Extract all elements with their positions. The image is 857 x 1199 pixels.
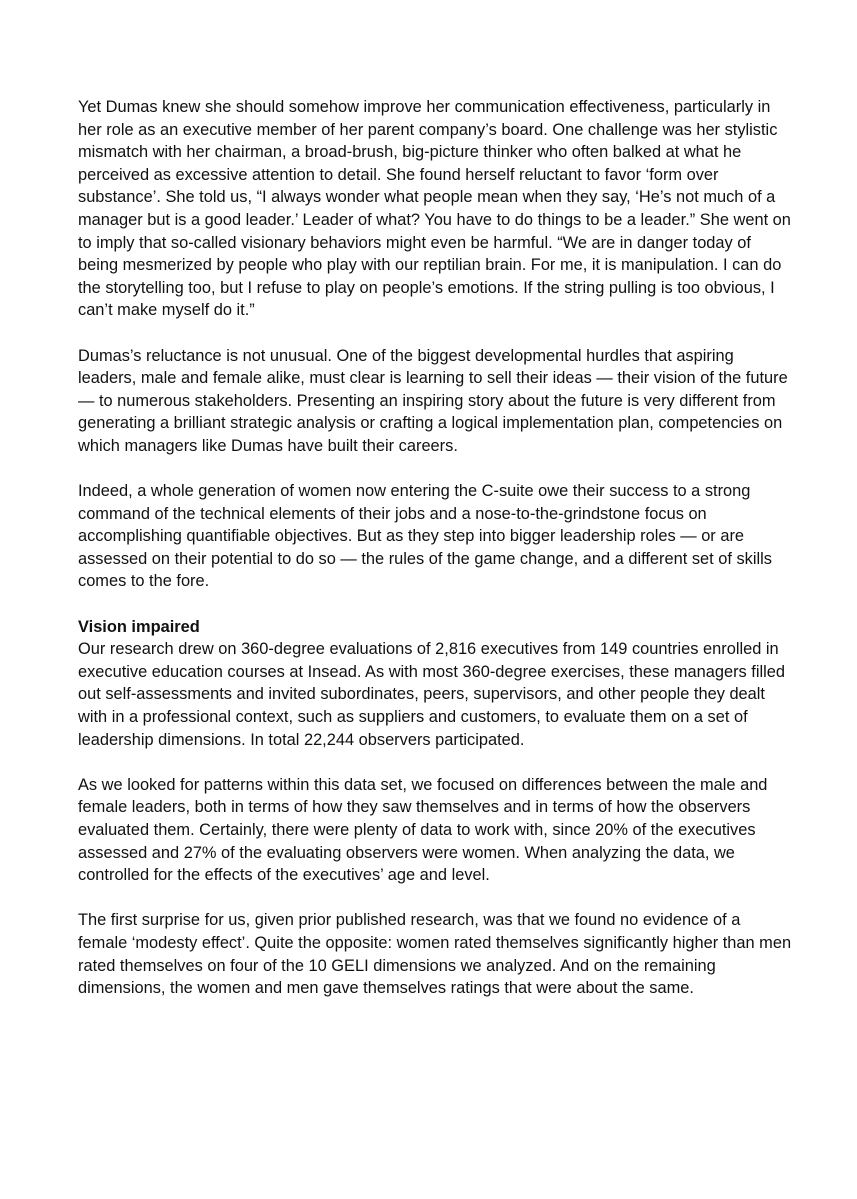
- paragraph: Our research drew on 360-degree evaluations of 2,816 executives from 149 countries enrolled in executive education courses at Insead. As with most 360-degree exercises, these managers filled out self-assessments and invited subordinates, peers, supervisors, and other people they dealt with in a professional context, such as suppliers and customers, to evaluate them on a set of leadership dimensions. In total 22,244 observers participated.: [78, 640, 786, 749]
- paragraph: Yet Dumas knew she should somehow improve her communication effectiveness, particularly in her role as an executive member of her parent company’s board. One challenge was her stylistic mismatch with her chairman, a broad-brush, big-picture thinker who often balked at what he perceived as excessive attention to detail. She found herself reluctant to favor ‘form over substance’. She told us, “I always wonder what people mean when they say, ‘He’s not much of a manager but is a good leader.’ Leader of what? You have to do things to be a leader.” She went on to imply that so-called visionary behaviors might even be harmful. “We are in danger today of being mesmerized by people who play with our reptilian brain. For me, it is manipulation. I can do the storytelling too, but I refuse to play on people’s emotions. If the string pulling is too obvious, I can’t make myself do it.”: [78, 98, 791, 320]
- paragraph: The first surprise for us, given prior published research, was that we found no evidence of a female ‘modesty effect’. Quite the opposite: women rated themselves significantly higher than men rated themselves on four of the 10 GELI dimensions we analyzed. And on the remaining dimensions, the women and men gave themselves ratings that were about the same.: [78, 911, 792, 998]
- paragraph: Indeed, a whole generation of women now entering the C-suite owe their success to a strong command of the technical elements of their jobs and a nose-to-the-grindstone focus on accomplishing quantifiable objectives. But as they step into bigger leadership roles — or are assessed on their potential to do so — the rules of the game change, and a different set of skills comes to the fore.: [78, 482, 772, 591]
- document-page: [78, 96, 794, 1022]
- paragraph: Dumas’s reluctance is not unusual. One of the biggest developmental hurdles that aspiring leaders, male and female alike, must clear is learning to sell their ideas — their vision of the future — to numerous stakeholders. Presenting an inspiring story about the future is very different from generating a brilliant strategic analysis or crafting a logical implementation plan, competencies on which managers like Dumas have built their careers.: [78, 346, 788, 455]
- paragraph: As we looked for patterns within this data set, we focused on differences between the male and female leaders, both in terms of how they saw themselves and in terms of how the observers evaluated them. Certainly, there were plenty of data to work with, since 20% of the executives assessed and 27% of the evaluating observers were women. When analyzing the data, we controlled for the effects of the executives’ age and level.: [78, 775, 768, 885]
- section-heading: Vision impaired: [78, 617, 200, 636]
